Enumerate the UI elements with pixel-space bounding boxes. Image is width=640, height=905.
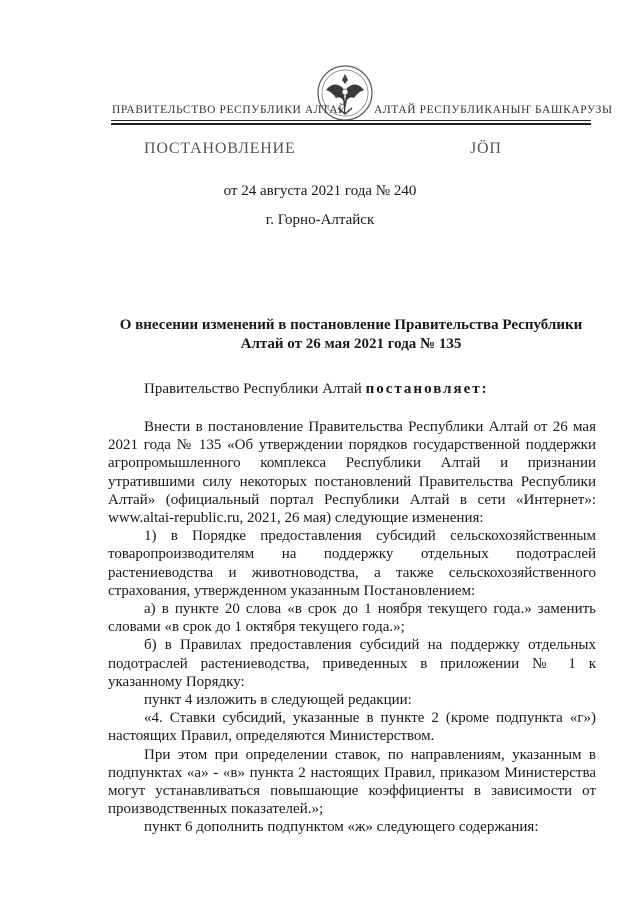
preamble-emphasis: постановляет: — [365, 381, 489, 397]
document-type-altai: ЈӦП — [470, 140, 502, 157]
paragraph: «4. Ставки субсидий, указанные в пункте 2 (кроме подпункта «г») настоящих Правил, определяются Министерством. — [108, 710, 596, 745]
document-body — [108, 418, 596, 837]
paragraph: Внести в постановление Правительства Республики Алтай от 26 мая 2021 года № 135 «Об утверждении порядков государственной поддержки агропромышленного комплекса Республики Алтай и признании утратившими силу некоторых постановлений Правительства Республики Алтай» (официальный портал Республики Алтай в сети «Интернет»: www.altai-republic.ru, 2021, 26 мая) следующие изменения: — [108, 419, 596, 527]
document-date-number: от 24 августа 2021 года № 240 — [223, 183, 417, 199]
document-city: г. Горно-Алтайск — [265, 212, 375, 228]
paragraph: а) в пункте 20 слова «в срок до 1 ноября текущего года.» заменить словами «в срок до 1 октября текущего года.»; — [108, 601, 596, 636]
government-name-altai: АЛТАЙ РЕСПУБЛИКАНЫҤ БАШКАРУЗЫ — [374, 104, 613, 116]
paragraph: 1) в Порядке предоставления субсидий сельскохозяйственным товаропроизводителям на поддержку отдельных подотраслей растениеводства и животноводства, а также сельскохозяйственного страхования, утвержденном указанным Постановлением: — [108, 528, 596, 599]
paragraph: б) в Правилах предоставления субсидий на поддержку отдельных подотраслей растениеводства, приведенных в приложении № 1 к указанному Порядку: — [108, 637, 596, 690]
header-rule-thin — [111, 120, 591, 121]
preamble — [144, 381, 489, 398]
paragraph: При этом при определении ставок, по направлениям, указанным в подпунктах «а» - «в» пункта 2 настоящих Правил, приказом Министерства могут устанавливаться повышающие коэффициенты в зависимости от производственных показателей.»; — [108, 746, 596, 818]
government-name-russian: ПРАВИТЕЛЬСТВО РЕСПУБЛИКИ АЛТАЙ — [112, 104, 348, 116]
preamble-text: Правительство Республики Алтай — [144, 381, 366, 397]
paragraph: пункт 6 дополнить подпунктом «ж» следующего содержания: — [144, 819, 539, 836]
paragraph: пункт 4 изложить в следующей редакции: — [144, 692, 412, 709]
document-type-russian: ПОСТАНОВЛЕНИЕ — [144, 140, 296, 157]
document-title: О внесении изменений в постановление Правительства Республики Алтай от 26 мая 2021 года № 135 — [119, 317, 583, 352]
header-rule-thick — [111, 123, 591, 125]
